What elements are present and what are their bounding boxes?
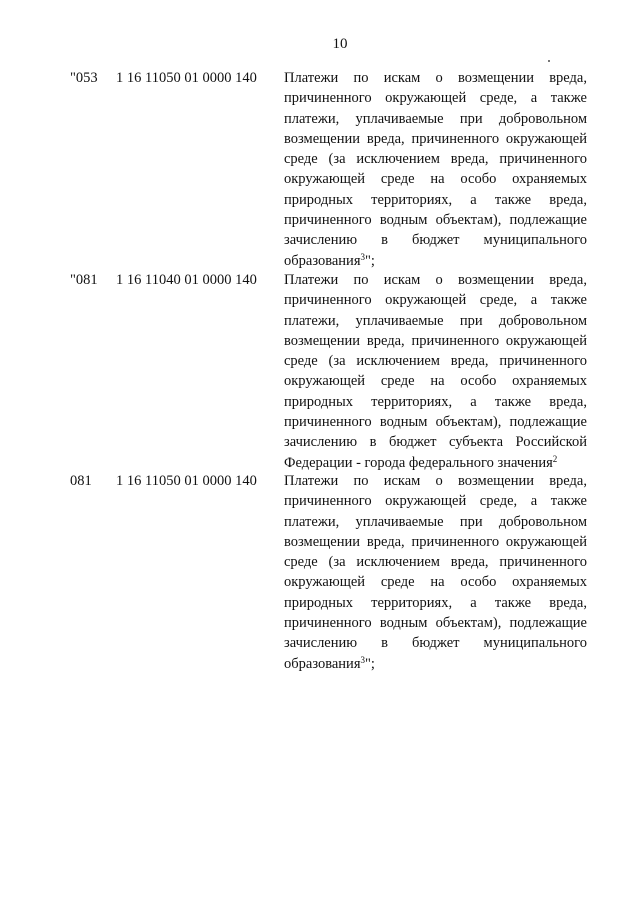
- description-line: причиненного водным объектам), подлежащие: [284, 212, 587, 229]
- description-line: возмещении вреда, причиненного окружающей: [284, 533, 587, 550]
- description-line: среде (за исключением вреда, причиненного: [284, 353, 587, 370]
- closing-quote: ";: [365, 252, 375, 269]
- description-last-line: [284, 251, 587, 271]
- page-number: 10: [332, 36, 348, 52]
- description-line: возмещении вреда, причиненного окружающей: [284, 130, 587, 147]
- description-line: образования: [284, 655, 361, 672]
- description-line: образования: [284, 252, 361, 269]
- description-line: причиненного окружающей среде, а также: [284, 493, 587, 510]
- description-line: Платежи по искам о возмещении вреда,: [284, 272, 587, 288]
- description-line: окружающей среде на особо охраняемых: [284, 574, 587, 591]
- description-line: среде (за исключением вреда, причиненного: [284, 151, 587, 168]
- description-line: окружающей среде на особо охраняемых: [284, 373, 587, 390]
- description-line: Платежи по искам о возмещении вреда,: [284, 473, 587, 489]
- description-line: зачислению в бюджет муниципального: [284, 232, 587, 249]
- kbk-code: 1 16 11050 01 0000 140: [116, 70, 257, 86]
- closing-quote: ";: [365, 655, 375, 672]
- kbk-code: 1 16 11040 01 0000 140: [116, 272, 257, 288]
- description-line: природных территориях, а также вреда,: [284, 393, 587, 410]
- description-last-line: [284, 453, 587, 473]
- admin-code: "081: [70, 272, 98, 288]
- description-line: причиненного водным объектам), подлежащие: [284, 414, 587, 431]
- description-line: Федерации - города федерального значения: [284, 454, 553, 471]
- description-line: зачислению в бюджет субъекта Российской: [284, 434, 587, 451]
- description-last-line: [284, 654, 587, 674]
- footnote-marker: 3: [360, 654, 365, 665]
- description-line: среде (за исключением вреда, причиненного: [284, 554, 587, 571]
- footnote-marker: 2: [552, 453, 558, 464]
- footnote-marker: 3: [360, 251, 365, 262]
- description-line: природных территориях, а также вреда,: [284, 594, 587, 611]
- description-line: Платежи по искам о возмещении вреда,: [284, 70, 587, 86]
- description-line: окружающей среде на особо охраняемых: [284, 171, 587, 188]
- description-line: причиненного окружающей среде, а также: [284, 90, 587, 107]
- scan-speck: [548, 60, 550, 62]
- entry-description: [284, 471, 587, 674]
- description-line: причиненного окружающей среде, а также: [284, 292, 587, 309]
- entry-description: [284, 68, 587, 271]
- description-line: возмещении вреда, причиненного окружающей: [284, 332, 587, 349]
- description-line: причиненного водным объектам), подлежащие: [284, 615, 587, 632]
- description-line: платежи, уплачиваемые при добровольном: [284, 312, 587, 329]
- description-line: природных территориях, а также вреда,: [284, 191, 587, 208]
- description-line: платежи, уплачиваемые при добровольном: [284, 513, 587, 530]
- description-line: зачислению в бюджет муниципального: [284, 635, 587, 652]
- description-line: платежи, уплачиваемые при добровольном: [284, 110, 587, 127]
- entry-description: [284, 270, 587, 473]
- admin-code: "053: [70, 70, 98, 86]
- admin-code: 081: [70, 473, 92, 489]
- kbk-code: 1 16 11050 01 0000 140: [116, 473, 257, 489]
